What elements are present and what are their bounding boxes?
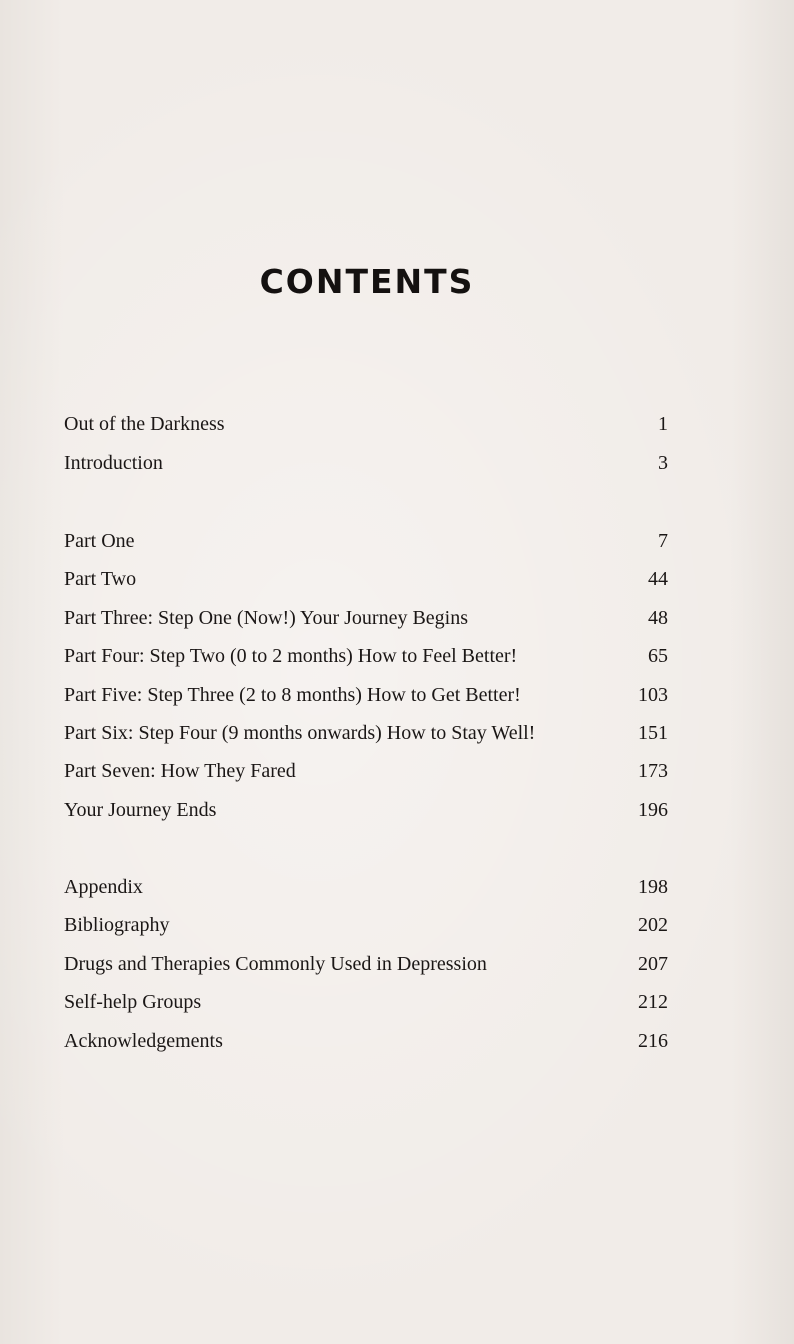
toc-entry: [64, 566, 668, 592]
toc-entry-page: 3: [658, 452, 668, 474]
toc-entry: [64, 605, 668, 631]
toc-entry-title: Part Two: [64, 568, 137, 590]
toc-entry: [64, 643, 668, 669]
toc-entry: [64, 797, 668, 823]
toc-entry-page: 44: [648, 568, 668, 590]
toc-entry-title: Your Journey Ends: [64, 799, 217, 821]
toc-entry-page: 198: [638, 876, 668, 898]
toc-entry: [64, 450, 668, 476]
toc-entry: [64, 951, 668, 977]
toc-entry-page: 7: [658, 530, 668, 552]
toc-entry-page: 202: [638, 914, 668, 936]
toc-entry-page: 65: [648, 645, 668, 667]
toc-entry-title: Part Seven: How They Fared: [64, 760, 296, 782]
toc-entry-title: Part One: [64, 530, 135, 552]
toc-entry-title: Drugs and Therapies Commonly Used in Depression: [64, 953, 487, 975]
toc-entry: [64, 874, 668, 900]
table-of-contents: [64, 0, 668, 1344]
toc-entry-title: Out of the Darkness: [64, 413, 225, 435]
toc-entry-page: 48: [648, 607, 668, 629]
toc-entry-title: Part Three: Step One (Now!) Your Journey Begins: [64, 607, 469, 629]
toc-entry: [64, 528, 668, 554]
toc-entry-page: 196: [638, 799, 668, 821]
toc-entry-page: 103: [638, 684, 668, 706]
toc-entry-title: Part Five: Step Three (2 to 8 months) How to Get Better!: [64, 684, 521, 706]
toc-entry-title: Appendix: [64, 876, 143, 898]
toc-entry-page: 1: [658, 413, 668, 435]
toc-entry: [64, 912, 668, 938]
toc-entry-title: Introduction: [64, 452, 163, 474]
toc-entry-title: Self-help Groups: [64, 991, 202, 1013]
toc-entry-title: Part Six: Step Four (9 months onwards) How to Stay Well!: [64, 722, 536, 744]
toc-entry-page: 173: [638, 760, 668, 782]
toc-entry: [64, 758, 668, 784]
toc-entry-page: 216: [638, 1030, 668, 1052]
toc-entry: [64, 411, 668, 437]
toc-entry: [64, 682, 668, 708]
toc-entry-page: 207: [638, 953, 668, 975]
toc-entry-page: 212: [638, 991, 668, 1013]
toc-entry-page: 151: [638, 722, 668, 744]
toc-entry-title: Part Four: Step Two (0 to 2 months) How to Feel Better!: [64, 645, 518, 667]
toc-entry: [64, 1028, 668, 1054]
toc-entry-title: Acknowledgements: [64, 1030, 223, 1052]
toc-entry: [64, 989, 668, 1015]
contents-heading: CONTENTS: [259, 262, 475, 301]
toc-entry-title: Bibliography: [64, 914, 170, 936]
toc-entry: [64, 720, 668, 746]
